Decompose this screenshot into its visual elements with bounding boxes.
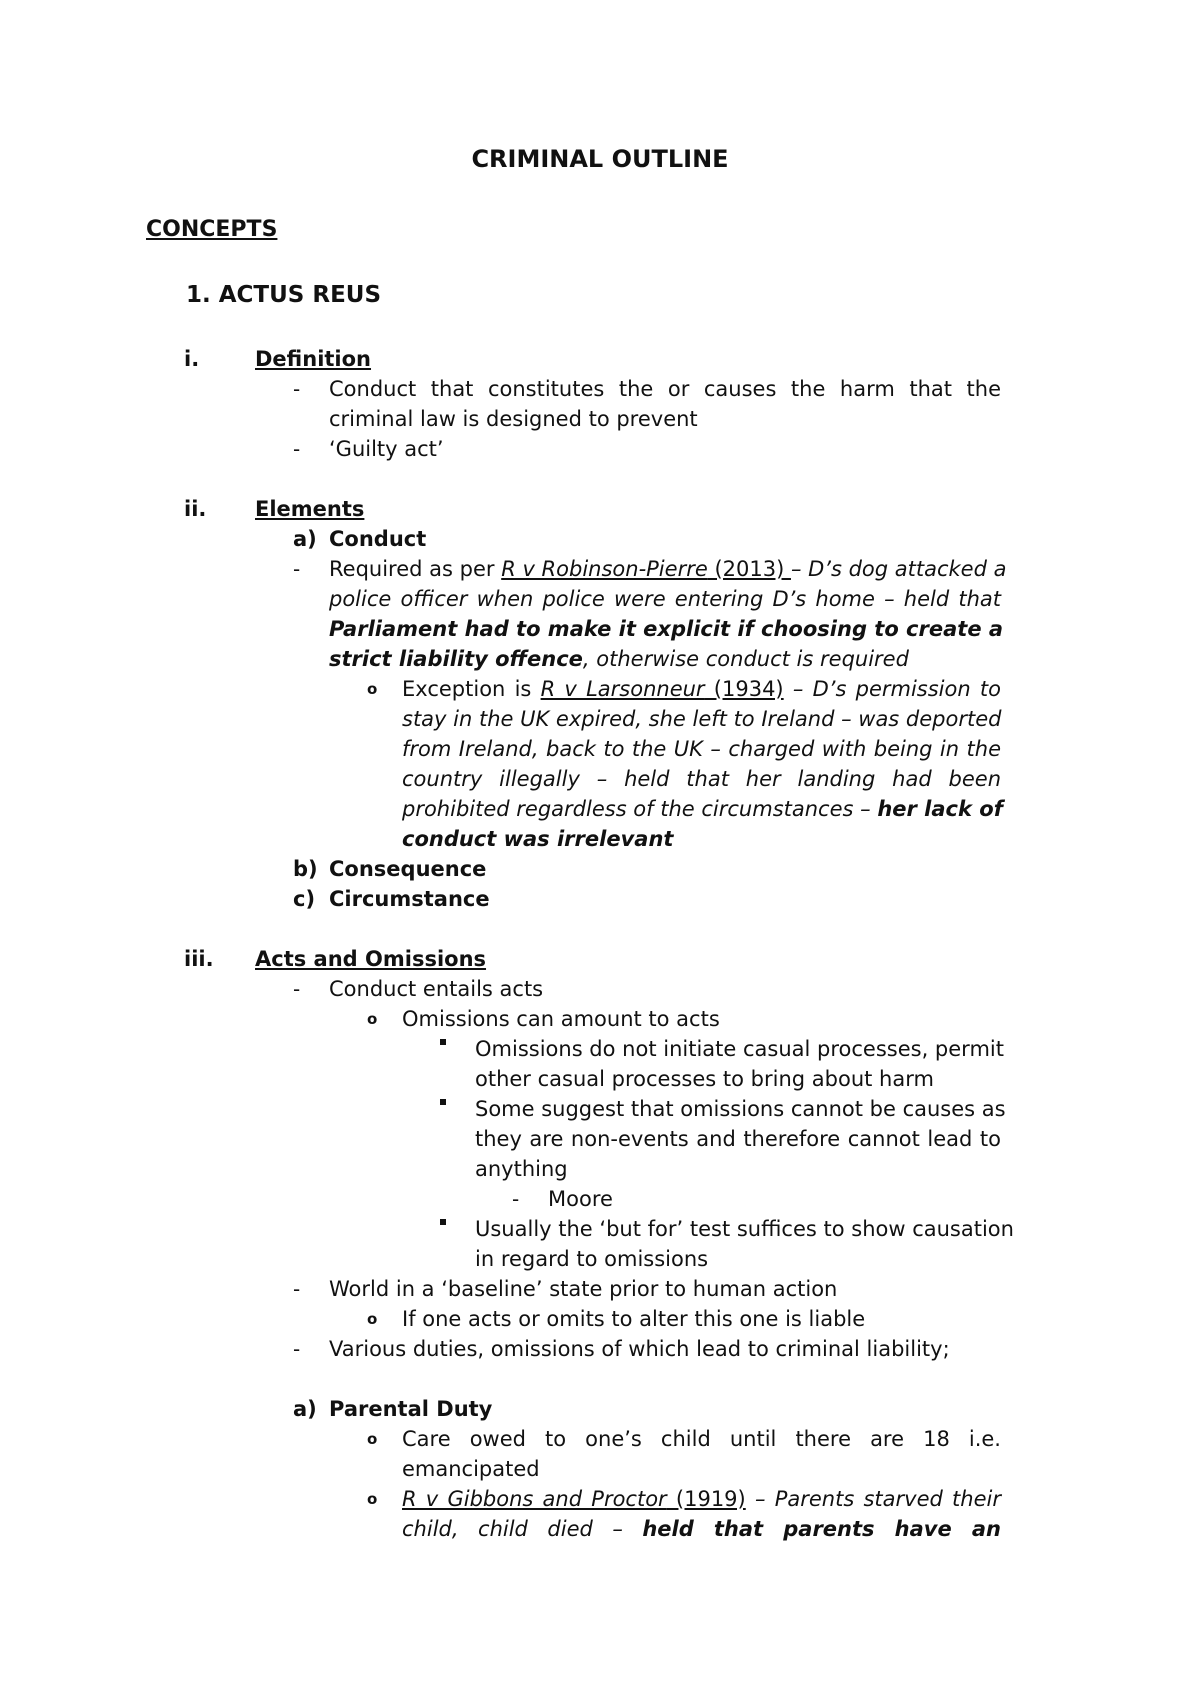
acts-line-8: Moore — [548, 1187, 613, 1211]
case-name: R v Larsonneur — [540, 677, 705, 701]
marker-a: a) — [293, 1397, 317, 1421]
circle-bullet: o — [367, 1010, 378, 1028]
dash-bullet: - — [293, 1277, 301, 1301]
exception-line-4: country illegally – held that her landing had been — [402, 767, 1001, 791]
acts-line-5: Some suggest that omissions cannot be causes as — [475, 1097, 1006, 1121]
dash-bullet: - — [293, 377, 301, 401]
subheading-acts-omissions: Acts and Omissions — [255, 947, 487, 971]
dash-bullet: - — [293, 1337, 301, 1361]
exception-line-5: prohibited regardless of the circumstances – her lack of — [402, 797, 1003, 821]
acts-line-7: anything — [475, 1157, 568, 1181]
conduct-line-3: Parliament had to make it explicit if choosing to create a — [329, 617, 1004, 641]
acts-line-4: other casual processes to bring about harm — [475, 1067, 934, 1091]
subheading-elements: Elements — [255, 497, 365, 521]
numeral-i: i. — [184, 347, 200, 371]
dash-bullet: - — [293, 977, 301, 1001]
marker-b: b) — [293, 857, 318, 881]
exception-line-6: conduct was irrelevant — [402, 827, 674, 851]
acts-line-3: Omissions do not initiate casual processes, permit — [475, 1037, 1004, 1061]
document-title: CRIMINAL OUTLINE — [471, 145, 729, 173]
numeral-iii: iii. — [184, 947, 214, 971]
exception-line-2: stay in the UK expired, she left to Ireland – was deported — [402, 707, 1002, 731]
square-bullet — [440, 1099, 446, 1105]
numeral-ii: ii. — [184, 497, 207, 521]
gibbons-line-1: R v Gibbons and Proctor (1919) – Parents starved their — [402, 1487, 1001, 1511]
section-heading-concepts: CONCEPTS — [146, 217, 278, 242]
dash-bullet: - — [293, 437, 301, 461]
conduct-line-2: police officer when police were entering D’s home – held that — [329, 587, 1001, 611]
circle-bullet: o — [367, 1490, 378, 1508]
element-consequence: Consequence — [329, 857, 487, 881]
parental-line-2: emancipated — [402, 1457, 540, 1481]
acts-line-9: Usually the ‘but for’ test suffices to show causation — [475, 1217, 1014, 1241]
part-heading-actus-reus: 1. ACTUS REUS — [186, 282, 382, 308]
acts-line-2: Omissions can amount to acts — [402, 1007, 720, 1031]
marker-a: a) — [293, 527, 317, 551]
acts-line-10: in regard to omissions — [475, 1247, 709, 1271]
exception-line-3: from Ireland, back to the UK – charged with being in the — [402, 737, 1001, 761]
subheading-definition: Definition — [255, 347, 372, 371]
element-conduct: Conduct — [329, 527, 427, 551]
square-bullet — [440, 1219, 446, 1225]
subheading-parental-duty: Parental Duty — [329, 1397, 493, 1421]
case-name: R v Gibbons and Proctor — [402, 1487, 667, 1511]
marker-c: c) — [293, 887, 316, 911]
dash-bullet: - — [512, 1187, 520, 1211]
conduct-line-4: strict liability offence, otherwise conduct is required — [329, 647, 909, 671]
parental-line-1: Care owed to one’s child until there are 18 i.e. — [402, 1427, 1001, 1451]
square-bullet — [440, 1039, 446, 1045]
gibbons-line-2: child, child died – held that parents have an — [402, 1517, 1001, 1541]
element-circumstance: Circumstance — [329, 887, 490, 911]
circle-bullet: o — [367, 1430, 378, 1448]
circle-bullet: o — [367, 1310, 378, 1328]
acts-line-13: Various duties, omissions of which lead to criminal liability; — [329, 1337, 950, 1361]
acts-line-11: World in a ‘baseline’ state prior to human action — [329, 1277, 838, 1301]
acts-line-6: they are non-events and therefore cannot lead to — [475, 1127, 1001, 1151]
conduct-line-1: Required as per R v Robinson-Pierre (2013) – D’s dog attacked a — [329, 557, 1007, 581]
acts-line-1: Conduct entails acts — [329, 977, 544, 1001]
case-name: R v Robinson-Pierre — [501, 557, 708, 581]
definition-line-2: criminal law is designed to prevent — [329, 407, 698, 431]
dash-bullet: - — [293, 557, 301, 581]
exception-line-1: Exception is R v Larsonneur (1934) – D’s permission to — [402, 677, 1001, 701]
definition-line-1: Conduct that constitutes the or causes the harm that the — [329, 377, 1001, 401]
definition-line-3: ‘Guilty act’ — [329, 437, 444, 461]
acts-line-12: If one acts or omits to alter this one is liable — [402, 1307, 866, 1331]
circle-bullet: o — [367, 680, 378, 698]
